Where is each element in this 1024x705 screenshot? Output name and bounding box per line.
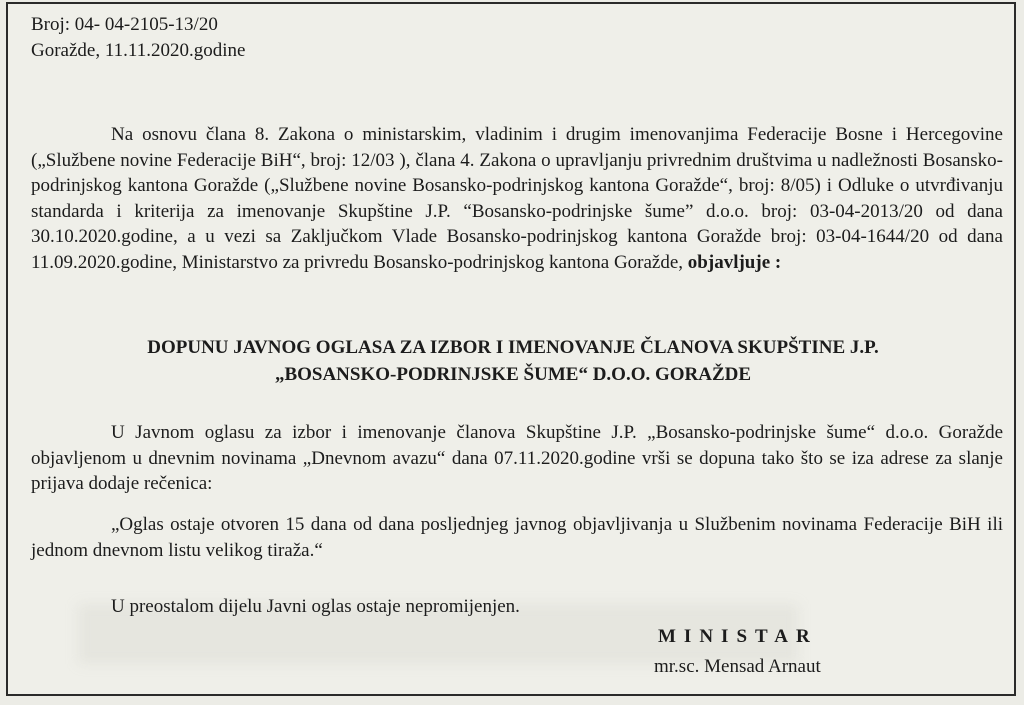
notice-frame: [6, 2, 1016, 696]
place-and-date: Goražde, 11.11.2020.godine: [31, 39, 246, 61]
title-line-1: DOPUNU JAVNOG OGLASA ZA IZBOR I IMENOVANJE ČLANOVA SKUPŠTINE J.P.: [147, 337, 879, 358]
reference-number: Broj: 04- 04-2105-13/20: [31, 14, 218, 35]
intro-paragraph: [31, 122, 1003, 275]
signature-name: mr.sc. Mensad Arnaut: [654, 656, 821, 677]
closing-sentence: U preostalom dijelu Javni oglas ostaje nepromijenjen.: [111, 596, 520, 617]
intro-bold-tail: objavljuje :: [687, 251, 782, 273]
signature-role: MINISTAR: [658, 626, 818, 647]
body-paragraph: [31, 420, 1003, 497]
body-text: U Javnom oglasu za izbor i imenovanje članova Skupštine J.P. „Bosansko-podrinjske šume“ d.o.o. Goražde objavljenom u dnevnim novinama „Dnevnom avazu“ dana 07.11.2020.godine vrši se dopuna tako što se iza adrese za slanje prijava dodaje rečenica:: [31, 422, 1003, 494]
quote-text: „Oglas ostaje otvoren 15 dana od dana posljednjeg javnog objavljivanja u Službenim novinama Federacije BiH ili jednom dnevnom listu velikog tiraža.“: [31, 514, 1003, 561]
quote-paragraph: [31, 512, 1003, 563]
title-line-2: „BOSANSKO-PODRINJSKE ŠUME“ D.O.O. GORAŽDE: [274, 364, 752, 385]
intro-text: Na osnovu člana 8. Zakona o ministarskim, vladinim i drugim imenovanjima Federacije Bosne i Hercegovine („Službene novine Federacije BiH“, broj: 12/03 ), člana 4. Zakona o upravljanju privrednim društvima u nadležnosti Bosansko-podrinjskog kantona Goražde („Službene novine Bosansko-podrinjskog kantona Goražde“, broj: 8/05) i Odluke o utvrđivanju standarda i kriterija za imenovanje Skupštine J.P. “Bosansko-podrinjske šume” d.o.o. broj: 03-04-2013/20 od dana 30.10.2020.godine, a u vezi sa Zaključkom Vlade Bosansko-podrinjskog kantona Goražde broj: 03-04-1644/20 od dana 11.09.2020.godine, Ministarstvo za privredu Bosansko-podrinjskog kantona Goražde,: [31, 124, 1003, 273]
document-header: [31, 12, 245, 63]
notice-title: [8, 334, 1018, 388]
